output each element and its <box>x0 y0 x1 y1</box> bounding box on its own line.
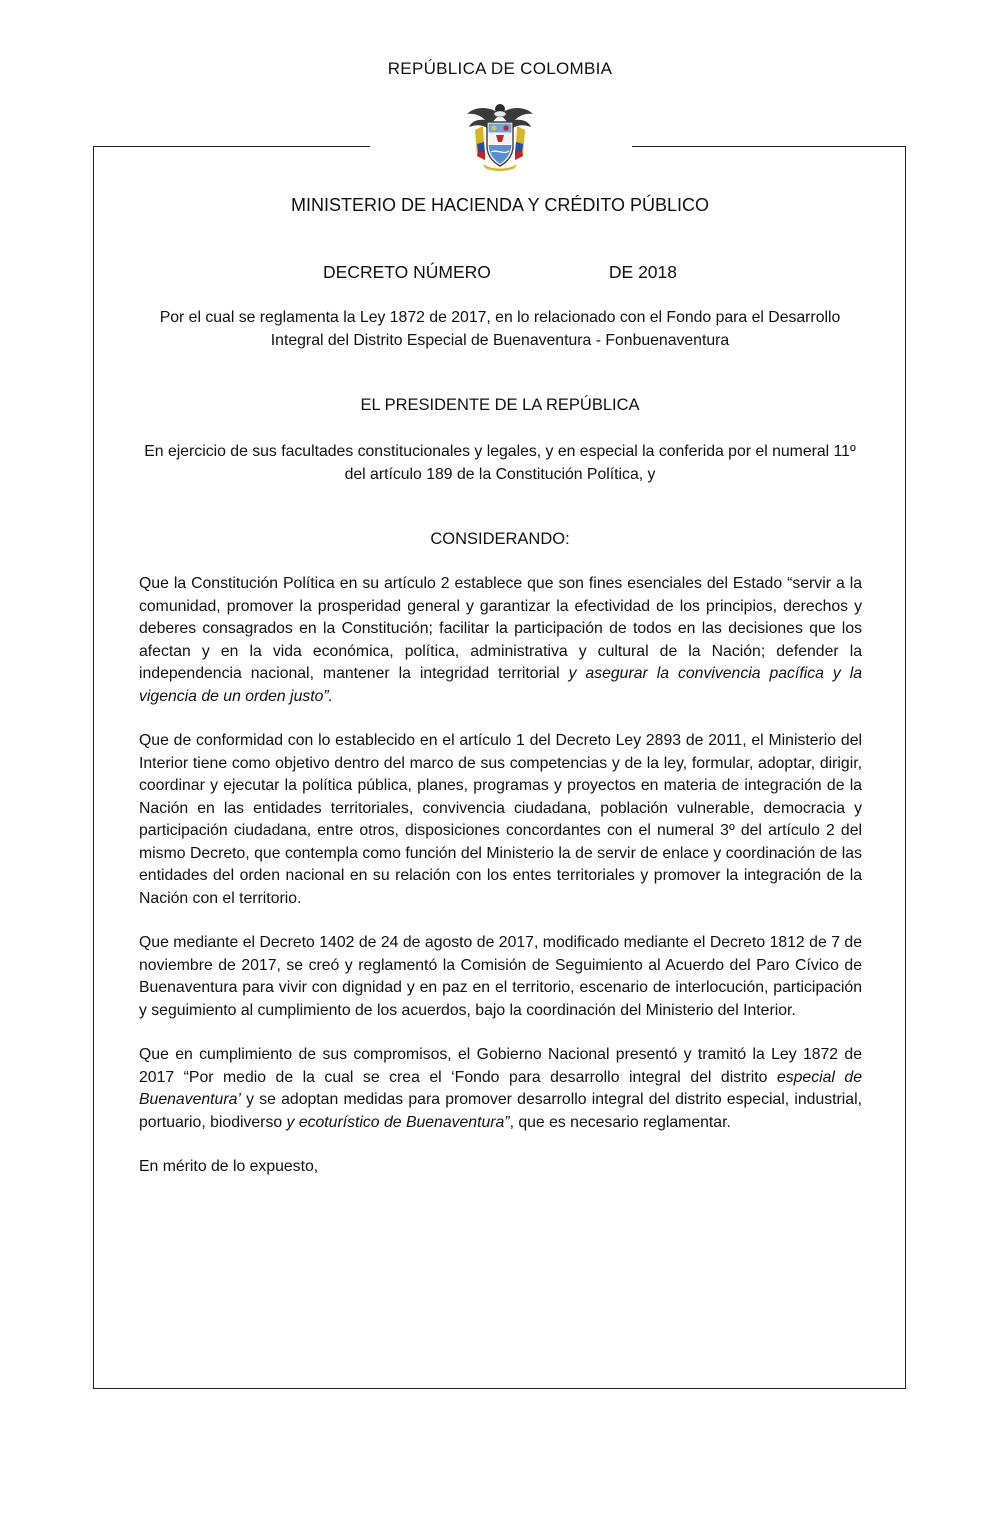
paragraph-4-italic-a: especial de Buenaventura’ <box>139 1068 862 1108</box>
considerations-body <box>139 573 862 1201</box>
consideration-paragraph-3: Que mediante el Decreto 1402 de 24 de agosto de 2017, modificado mediante el Decreto 1812 de 7 de noviembre de 2017, se creó y reglamentó la Comisión de Seguimiento al Acuerdo del Paro Cívico de Buenaventura para vivir con dignidad y en paz en el territorio, escenario de interlocución, participación y seguimiento al cumplimiento de los acuerdos, bajo la coordinación del Ministerio del Interior. <box>139 934 862 1019</box>
closing-phrase: En mérito de lo expuesto, <box>139 1158 319 1175</box>
decree-year: DE 2018 <box>608 262 677 282</box>
coat-of-arms-seal <box>463 100 537 172</box>
paragraph-4-italic-b: y ecoturístico de Buenaventura” <box>286 1113 510 1131</box>
paragraph-1-text: Que la Constitución Política en su artículo 2 establece que son fines esenciales del Estado “servir a la comunidad, promover la prosperidad general y garantizar la efectividad de los principios, derechos y deberes consagrados en la Constitución; facilitar la participación de todos en las decisiones que los afectan y en la vida económica, política, administrativa y cultural de la Nación; defender la independencia nacional, mantener la integridad territorial <box>139 575 862 682</box>
president-heading: EL PRESIDENTE DE LA REPÚBLICA <box>360 396 640 414</box>
consideration-paragraph-4 <box>139 1044 862 1134</box>
consideration-paragraph-2: Que de conformidad con lo establecido en el artículo 1 del Decreto Ley 2893 de 2011, el Ministerio del Interior tiene como objetivo dentro del marco de sus competencias y de la ley, formular, adoptar, dirigir, coordinar y ejecutar la política pública, planes, programas y proyectos en materia de integración de la Nación en las entidades territoriales, convivencia ciudadana, población vulnerable, democracia y participación ciudadana, entre otros, disposiciones concordantes con el numeral 3º del artículo 2 del mismo Decreto, que contempla como función del Ministerio la de servir de enlace y coordinación de las entidades del orden nacional en su relación con los entes territoriales y promover la integración de la Nación con el territorio. <box>139 732 862 907</box>
decree-subject: Por el cual se reglamenta la Ley 1872 de 2017, en lo relacionado con el Fondo para el Desarrollo Integral del Distrito Especial de Buenaventura - Fonbuenaventura <box>159 309 841 349</box>
country-title: REPÚBLICA DE COLOMBIA <box>387 59 613 78</box>
ministry-title: MINISTERIO DE HACIENDA Y CRÉDITO PÚBLICO <box>290 195 710 215</box>
paragraph-4-text-b: y se adoptan medidas para promover desarrollo integral del distrito especial, industrial, portuario, biodiverso <box>139 1091 862 1131</box>
decree-number-line <box>0 262 1000 283</box>
considering-heading: CONSIDERANDO: <box>430 530 570 548</box>
decree-label: DECRETO NÚMERO <box>323 262 491 282</box>
paragraph-4-text-a: Que en cumplimiento de sus compromisos, el Gobierno Nacional presentó y tramitó la Ley 1872 de 2017 “Por medio de la cual se crea el ‘Fondo para desarrollo integral del distrito <box>139 1046 862 1086</box>
paragraph-1-italic: y asegurar la convivencia pacífica y la vigencia de un orden justo”. <box>139 665 862 705</box>
paragraph-4-text-c: , que es necesario reglamentar. <box>509 1113 731 1131</box>
consideration-paragraph-1 <box>139 573 862 708</box>
powers-statement: En ejercicio de sus facultades constitucionales y legales, y en especial la conferida por el numeral 11º del artículo 189 de la Constitución Política, y <box>144 443 856 483</box>
